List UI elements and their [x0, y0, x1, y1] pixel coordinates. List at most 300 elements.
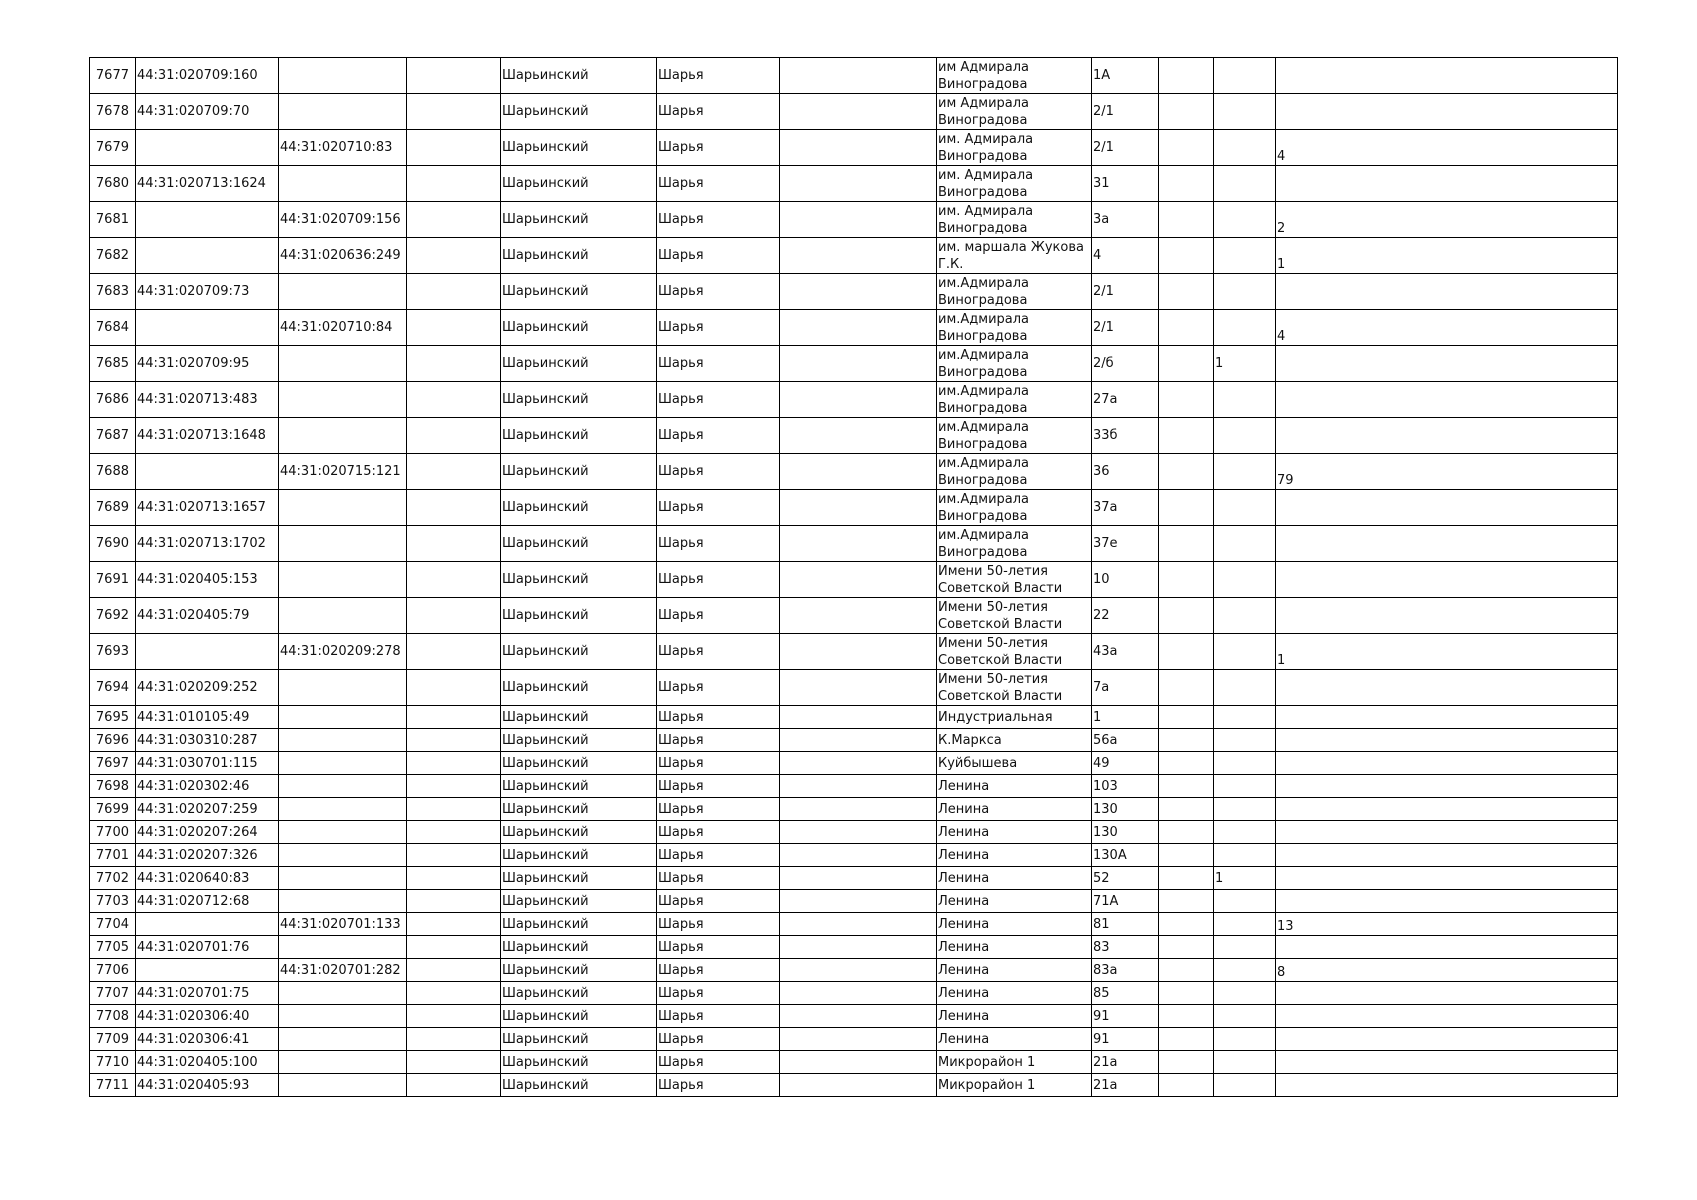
count-cell-l [1276, 706, 1618, 729]
house-number-cell: 37е [1092, 526, 1159, 562]
row-number-cell: 7709 [90, 1028, 136, 1051]
table-row [90, 346, 1618, 382]
district-cell: Шарьинский [501, 821, 657, 844]
street-cell: Ленина [937, 982, 1092, 1005]
count-cell-k [1214, 729, 1276, 752]
district-cell: Шарьинский [501, 274, 657, 310]
row-number-cell: 7695 [90, 706, 136, 729]
row-number-cell: 7705 [90, 936, 136, 959]
blank-cell-c [407, 310, 501, 346]
city-cell: Шарья [657, 729, 780, 752]
count-cell-k [1214, 130, 1276, 166]
count-cell-l [1276, 562, 1618, 598]
row-number-cell: 7691 [90, 562, 136, 598]
table-row [90, 752, 1618, 775]
city-cell: Шарья [657, 382, 780, 418]
count-cell-k [1214, 959, 1276, 982]
house-number-cell: 7а [1092, 670, 1159, 706]
cadastral-parent-cell [279, 890, 407, 913]
blank-cell-j [1159, 562, 1214, 598]
row-number-cell: 7678 [90, 94, 136, 130]
count-cell-k [1214, 562, 1276, 598]
count-cell-l [1276, 890, 1618, 913]
cadastral-parent-cell [279, 418, 407, 454]
street-cell: им. Адмирала Виноградова [937, 166, 1092, 202]
cadastral-parent-cell [279, 706, 407, 729]
cadastral-number-cell: 44:31:020405:153 [136, 562, 279, 598]
table-row [90, 382, 1618, 418]
city-cell: Шарья [657, 526, 780, 562]
street-cell: Ленина [937, 798, 1092, 821]
count-cell-l [1276, 844, 1618, 867]
cadastral-parent-cell [279, 844, 407, 867]
blank-cell-g [780, 913, 937, 936]
blank-cell-c [407, 752, 501, 775]
table-row [90, 1005, 1618, 1028]
count-cell-k [1214, 1074, 1276, 1097]
cadastral-number-cell: 44:31:020640:83 [136, 867, 279, 890]
city-cell: Шарья [657, 94, 780, 130]
cadastral-number-cell: 44:31:020207:264 [136, 821, 279, 844]
count-cell-l [1276, 982, 1618, 1005]
house-number-cell: 56а [1092, 729, 1159, 752]
blank-cell-j [1159, 844, 1214, 867]
street-cell: им.Адмирала Виноградова [937, 274, 1092, 310]
district-cell: Шарьинский [501, 798, 657, 821]
blank-cell-j [1159, 454, 1214, 490]
count-cell-l [1276, 670, 1618, 706]
city-cell: Шарья [657, 913, 780, 936]
district-cell: Шарьинский [501, 706, 657, 729]
house-number-cell: 2/1 [1092, 310, 1159, 346]
cadastral-parent-cell: 44:31:020710:84 [279, 310, 407, 346]
district-cell: Шарьинский [501, 238, 657, 274]
blank-cell-g [780, 775, 937, 798]
district-cell: Шарьинский [501, 670, 657, 706]
district-cell: Шарьинский [501, 346, 657, 382]
blank-cell-c [407, 729, 501, 752]
cadastral-parent-cell [279, 166, 407, 202]
street-cell: им.Адмирала Виноградова [937, 382, 1092, 418]
street-cell: Имени 50-летия Советской Власти [937, 562, 1092, 598]
cadastral-number-cell [136, 454, 279, 490]
cadastral-parent-cell [279, 58, 407, 94]
table-row [90, 130, 1618, 166]
row-number-cell: 7702 [90, 867, 136, 890]
count-cell-l [1276, 798, 1618, 821]
street-cell: Куйбышева [937, 752, 1092, 775]
cadastral-parent-cell [279, 562, 407, 598]
blank-cell-g [780, 382, 937, 418]
count-cell-k [1214, 58, 1276, 94]
table-row [90, 418, 1618, 454]
count-cell-k [1214, 775, 1276, 798]
blank-cell-c [407, 490, 501, 526]
blank-cell-g [780, 706, 937, 729]
district-cell: Шарьинский [501, 867, 657, 890]
table-row [90, 490, 1618, 526]
city-cell: Шарья [657, 562, 780, 598]
row-number-cell: 7681 [90, 202, 136, 238]
street-cell: Ленина [937, 1028, 1092, 1051]
city-cell: Шарья [657, 598, 780, 634]
count-cell-l [1276, 1005, 1618, 1028]
row-number-cell: 7700 [90, 821, 136, 844]
cadastral-number-cell: 44:31:020709:73 [136, 274, 279, 310]
street-cell: Имени 50-летия Советской Власти [937, 634, 1092, 670]
row-number-cell: 7706 [90, 959, 136, 982]
house-number-cell: 103 [1092, 775, 1159, 798]
cadastral-number-cell: 44:31:020713:1624 [136, 166, 279, 202]
blank-cell-g [780, 418, 937, 454]
blank-cell-c [407, 454, 501, 490]
count-cell-k [1214, 913, 1276, 936]
city-cell: Шарья [657, 775, 780, 798]
cadastral-parent-cell [279, 775, 407, 798]
city-cell: Шарья [657, 670, 780, 706]
blank-cell-g [780, 562, 937, 598]
street-cell: Ленина [937, 844, 1092, 867]
count-cell-l: 13 [1276, 913, 1618, 936]
count-cell-l [1276, 382, 1618, 418]
cadastral-parent-cell: 44:31:020701:133 [279, 913, 407, 936]
cadastral-number-cell: 44:31:020709:70 [136, 94, 279, 130]
row-number-cell: 7684 [90, 310, 136, 346]
count-cell-l [1276, 1051, 1618, 1074]
district-cell: Шарьинский [501, 310, 657, 346]
blank-cell-g [780, 982, 937, 1005]
blank-cell-c [407, 634, 501, 670]
street-cell: им.Адмирала Виноградова [937, 418, 1092, 454]
city-cell: Шарья [657, 1005, 780, 1028]
cadastral-number-cell: 44:31:020713:1657 [136, 490, 279, 526]
house-number-cell: 22 [1092, 598, 1159, 634]
cadastral-parent-cell [279, 274, 407, 310]
cadastral-parent-cell [279, 382, 407, 418]
district-cell: Шарьинский [501, 1074, 657, 1097]
blank-cell-g [780, 821, 937, 844]
count-cell-k [1214, 598, 1276, 634]
blank-cell-j [1159, 913, 1214, 936]
blank-cell-c [407, 867, 501, 890]
table-row [90, 959, 1618, 982]
count-cell-l [1276, 775, 1618, 798]
district-cell: Шарьинский [501, 890, 657, 913]
city-cell: Шарья [657, 959, 780, 982]
blank-cell-g [780, 526, 937, 562]
table-row [90, 844, 1618, 867]
table-row [90, 58, 1618, 94]
table-row [90, 598, 1618, 634]
district-cell: Шарьинский [501, 598, 657, 634]
cadastral-parent-cell [279, 821, 407, 844]
blank-cell-j [1159, 166, 1214, 202]
count-cell-k [1214, 798, 1276, 821]
blank-cell-c [407, 821, 501, 844]
street-cell: Ленина [937, 867, 1092, 890]
table-row [90, 166, 1618, 202]
row-number-cell: 7690 [90, 526, 136, 562]
house-number-cell: 1 [1092, 706, 1159, 729]
street-cell: им. Адмирала Виноградова [937, 202, 1092, 238]
table-row [90, 1051, 1618, 1074]
blank-cell-j [1159, 1051, 1214, 1074]
house-number-cell: 36 [1092, 454, 1159, 490]
city-cell: Шарья [657, 202, 780, 238]
cadastral-number-cell: 44:31:020712:68 [136, 890, 279, 913]
cadastral-number-cell: 44:31:020306:41 [136, 1028, 279, 1051]
cadastral-number-cell: 44:31:020405:93 [136, 1074, 279, 1097]
city-cell: Шарья [657, 890, 780, 913]
blank-cell-c [407, 382, 501, 418]
blank-cell-g [780, 1051, 937, 1074]
cadastral-parent-cell [279, 1005, 407, 1028]
count-cell-k [1214, 890, 1276, 913]
street-cell: им. Адмирала Виноградова [937, 130, 1092, 166]
blank-cell-j [1159, 821, 1214, 844]
district-cell: Шарьинский [501, 202, 657, 238]
blank-cell-c [407, 58, 501, 94]
blank-cell-j [1159, 670, 1214, 706]
table-row [90, 562, 1618, 598]
count-cell-k [1214, 706, 1276, 729]
street-cell: Имени 50-летия Советской Власти [937, 670, 1092, 706]
row-number-cell: 7701 [90, 844, 136, 867]
street-cell: Микрорайон 1 [937, 1074, 1092, 1097]
city-cell: Шарья [657, 936, 780, 959]
row-number-cell: 7704 [90, 913, 136, 936]
city-cell: Шарья [657, 166, 780, 202]
cadastral-number-cell: 44:31:020209:252 [136, 670, 279, 706]
blank-cell-j [1159, 798, 1214, 821]
street-cell: им Адмирала Виноградова [937, 94, 1092, 130]
blank-cell-c [407, 844, 501, 867]
blank-cell-g [780, 238, 937, 274]
cadastral-parent-cell [279, 729, 407, 752]
blank-cell-c [407, 982, 501, 1005]
blank-cell-j [1159, 598, 1214, 634]
row-number-cell: 7699 [90, 798, 136, 821]
row-number-cell: 7687 [90, 418, 136, 454]
city-cell: Шарья [657, 1028, 780, 1051]
blank-cell-c [407, 959, 501, 982]
house-number-cell: 83 [1092, 936, 1159, 959]
count-cell-l: 4 [1276, 310, 1618, 346]
count-cell-k [1214, 166, 1276, 202]
blank-cell-c [407, 670, 501, 706]
district-cell: Шарьинский [501, 490, 657, 526]
table-row [90, 936, 1618, 959]
district-cell: Шарьинский [501, 526, 657, 562]
blank-cell-c [407, 706, 501, 729]
count-cell-k [1214, 982, 1276, 1005]
row-number-cell: 7683 [90, 274, 136, 310]
table-row [90, 274, 1618, 310]
blank-cell-c [407, 913, 501, 936]
table-row [90, 706, 1618, 729]
district-cell: Шарьинский [501, 913, 657, 936]
blank-cell-c [407, 526, 501, 562]
blank-cell-j [1159, 418, 1214, 454]
table-row [90, 202, 1618, 238]
street-cell: им.Адмирала Виноградова [937, 526, 1092, 562]
table-row [90, 1028, 1618, 1051]
cadastral-number-cell: 44:31:020302:46 [136, 775, 279, 798]
cadastral-number-cell [136, 913, 279, 936]
count-cell-l [1276, 598, 1618, 634]
table-row [90, 526, 1618, 562]
blank-cell-j [1159, 94, 1214, 130]
table-row [90, 454, 1618, 490]
cadastral-number-cell: 44:31:020701:75 [136, 982, 279, 1005]
blank-cell-c [407, 1028, 501, 1051]
table-row [90, 670, 1618, 706]
table-row [90, 798, 1618, 821]
district-cell: Шарьинский [501, 844, 657, 867]
blank-cell-c [407, 346, 501, 382]
blank-cell-j [1159, 706, 1214, 729]
registry-table [89, 57, 1618, 1097]
count-cell-l: 79 [1276, 454, 1618, 490]
city-cell: Шарья [657, 634, 780, 670]
table-row [90, 913, 1618, 936]
row-number-cell: 7686 [90, 382, 136, 418]
street-cell: им Адмирала Виноградова [937, 58, 1092, 94]
street-cell: Ленина [937, 936, 1092, 959]
blank-cell-c [407, 798, 501, 821]
cadastral-number-cell [136, 202, 279, 238]
cadastral-parent-cell: 44:31:020715:121 [279, 454, 407, 490]
city-cell: Шарья [657, 238, 780, 274]
blank-cell-g [780, 454, 937, 490]
city-cell: Шарья [657, 706, 780, 729]
street-cell: им. маршала Жукова Г.К. [937, 238, 1092, 274]
count-cell-l: 1 [1276, 634, 1618, 670]
row-number-cell: 7707 [90, 982, 136, 1005]
blank-cell-j [1159, 936, 1214, 959]
count-cell-l: 2 [1276, 202, 1618, 238]
district-cell: Шарьинский [501, 562, 657, 598]
street-cell: Ленина [937, 821, 1092, 844]
district-cell: Шарьинский [501, 94, 657, 130]
blank-cell-g [780, 670, 937, 706]
count-cell-k [1214, 752, 1276, 775]
district-cell: Шарьинский [501, 729, 657, 752]
house-number-cell: 2/1 [1092, 274, 1159, 310]
cadastral-number-cell: 44:31:020709:160 [136, 58, 279, 94]
count-cell-k [1214, 936, 1276, 959]
city-cell: Шарья [657, 1051, 780, 1074]
blank-cell-g [780, 729, 937, 752]
count-cell-k [1214, 94, 1276, 130]
count-cell-l [1276, 490, 1618, 526]
street-cell: Ленина [937, 959, 1092, 982]
blank-cell-c [407, 418, 501, 454]
blank-cell-c [407, 1005, 501, 1028]
count-cell-l [1276, 1074, 1618, 1097]
blank-cell-j [1159, 382, 1214, 418]
house-number-cell: 2/1 [1092, 94, 1159, 130]
blank-cell-g [780, 598, 937, 634]
city-cell: Шарья [657, 752, 780, 775]
district-cell: Шарьинский [501, 454, 657, 490]
count-cell-l [1276, 166, 1618, 202]
blank-cell-j [1159, 274, 1214, 310]
cadastral-parent-cell: 44:31:020709:156 [279, 202, 407, 238]
table-row [90, 94, 1618, 130]
house-number-cell: 83а [1092, 959, 1159, 982]
count-cell-l: 8 [1276, 959, 1618, 982]
house-number-cell: 71А [1092, 890, 1159, 913]
blank-cell-j [1159, 634, 1214, 670]
cadastral-number-cell [136, 130, 279, 166]
blank-cell-g [780, 1028, 937, 1051]
blank-cell-j [1159, 775, 1214, 798]
row-number-cell: 7682 [90, 238, 136, 274]
cadastral-number-cell: 44:31:020709:95 [136, 346, 279, 382]
table-row [90, 634, 1618, 670]
house-number-cell: 85 [1092, 982, 1159, 1005]
count-cell-l [1276, 94, 1618, 130]
blank-cell-g [780, 890, 937, 913]
house-number-cell: 91 [1092, 1028, 1159, 1051]
cadastral-parent-cell: 44:31:020636:249 [279, 238, 407, 274]
city-cell: Шарья [657, 346, 780, 382]
cadastral-parent-cell: 44:31:020701:282 [279, 959, 407, 982]
blank-cell-g [780, 58, 937, 94]
blank-cell-j [1159, 1074, 1214, 1097]
row-number-cell: 7710 [90, 1051, 136, 1074]
table-row [90, 775, 1618, 798]
blank-cell-c [407, 936, 501, 959]
street-cell: им.Адмирала Виноградова [937, 310, 1092, 346]
row-number-cell: 7689 [90, 490, 136, 526]
blank-cell-g [780, 752, 937, 775]
cadastral-number-cell: 44:31:030310:287 [136, 729, 279, 752]
district-cell: Шарьинский [501, 752, 657, 775]
count-cell-k: 1 [1214, 346, 1276, 382]
count-cell-k [1214, 1028, 1276, 1051]
row-number-cell: 7711 [90, 1074, 136, 1097]
street-cell: К.Маркса [937, 729, 1092, 752]
house-number-cell: 91 [1092, 1005, 1159, 1028]
blank-cell-c [407, 130, 501, 166]
blank-cell-c [407, 202, 501, 238]
house-number-cell: 130 [1092, 798, 1159, 821]
count-cell-k [1214, 634, 1276, 670]
cadastral-parent-cell [279, 598, 407, 634]
street-cell: Индустриальная [937, 706, 1092, 729]
street-cell: Ленина [937, 775, 1092, 798]
street-cell: им.Адмирала Виноградова [937, 490, 1092, 526]
cadastral-number-cell: 44:31:020306:40 [136, 1005, 279, 1028]
city-cell: Шарья [657, 844, 780, 867]
count-cell-k [1214, 844, 1276, 867]
cadastral-parent-cell [279, 936, 407, 959]
blank-cell-j [1159, 1028, 1214, 1051]
city-cell: Шарья [657, 982, 780, 1005]
blank-cell-g [780, 936, 937, 959]
count-cell-k [1214, 526, 1276, 562]
blank-cell-j [1159, 58, 1214, 94]
cadastral-parent-cell [279, 982, 407, 1005]
row-number-cell: 7679 [90, 130, 136, 166]
cadastral-parent-cell [279, 346, 407, 382]
house-number-cell: 4 [1092, 238, 1159, 274]
cadastral-parent-cell [279, 526, 407, 562]
blank-cell-c [407, 166, 501, 202]
street-cell: Ленина [937, 890, 1092, 913]
